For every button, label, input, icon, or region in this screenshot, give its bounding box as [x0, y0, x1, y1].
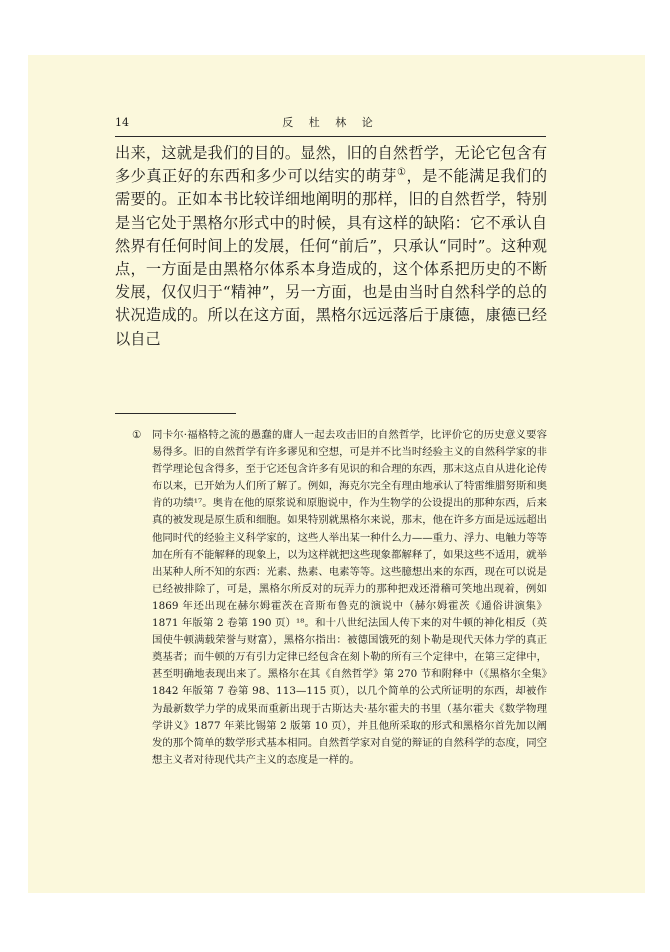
body-paragraph — [115, 142, 547, 351]
footnote-text: 同卡尔·福格特之流的愚蠢的庸人一起去攻击旧的自然哲学，比评价它的历史意义要容易得多。旧的自然哲学有许多谬见和空想，可是并不比当时经验主义的自然科学家的非哲学理论包含得多，至于它还包含许多有见识的和合理的东西，那末这点自从进化论传布以来，已开始为人们所了解了。例如，海克尔完全有理由地承认了特雷维腊努斯和奥肯的功绩¹⁷。奥肯在他的原浆说和原胞说中，作为生物学的公设提出的那种东西，后来真的被发现是原生质和细胞。如果特别就黑格尔来说，那末，他在许多方面是远远超出他同时代的经验主义科学家的，这些人举出某一种什么力——重力、浮力、电触力等等加在所有不能解释的现象上，以为这样就把这些现象都解释了，如果这些不适用，就举出某种人所不知的东西：光素、热素、电素等等。这些臆想出来的东西，现在可以说是已经被排除了，可是，黑格尔所反对的玩弄力的那种把戏还滑稽可笑地出现着，例如 1869 年还出现在赫尔姆霍茨在音斯布鲁克的演说中（赫尔姆霍茨《通俗讲演集》1871 年版第 2 卷第 190 页）¹⁸。和十八世纪法国人传下来的对牛顿的神化相反（英国使牛顿满载荣誉与财富），黑格尔指出：被德国饿死的刻卜勒是现代天体力学的真正奠基者；而牛顿的万有引力定律已经包含在刻卜勒的所有三个定律中，在第三定律中，甚至明确地表现出来了。黑格尔在其《自然哲学》第 270 节和附释中（《黑格尔全集》1842 年版第 7 卷第 98、113—115 页），以几个简单的公式所证明的东西，却被作为最新数学力学的成果而重新出现于古斯达夫·基尔霍夫的书里（基尔霍夫《数学物理学讲义》1877 年莱比锡第 2 版第 10 页），并且他所采取的形式和黑格尔首先加以阐发的那个简单的数学形式基本相同。自然哲学家对自觉的辩证的自然科学的态度，同空想主义者对待现代共产主义的态度是一样的。 — [152, 429, 547, 766]
body-text-continued: ，是不能满足我们的需要的。正如本书比较详细地阐明的那样，旧的自然哲学，特别是当它处于黑格尔形式中的时候，具有这样的缺陷：它不承认自然界有任何时间上的发展，任何“前后”，只承认“同时”。这种观点，一方面是由黑格尔体系本身造成的，这个体系把历史的不断发展，仅仅归于“精神”，另一方面，也是由当时自然科学的总的状况造成的。所以在这方面，黑格尔远远落后于康德，康德已经以自己 — [115, 167, 548, 348]
page-number: 14 — [115, 116, 129, 129]
running-title: 反 杜 林 论 — [282, 116, 379, 129]
footnote — [132, 427, 547, 769]
footnote-marker: ① — [132, 429, 142, 441]
header-divider — [115, 136, 546, 137]
body-text-start: 出来，这就是我们的目的。显然，旧的自然哲学，无论它包含有多少真正好的东西和多少可以结实的萌芽 — [115, 144, 547, 186]
footnote-divider — [115, 413, 236, 414]
footnote-reference-marker[interactable]: ① — [397, 167, 407, 179]
page-header — [115, 114, 546, 132]
